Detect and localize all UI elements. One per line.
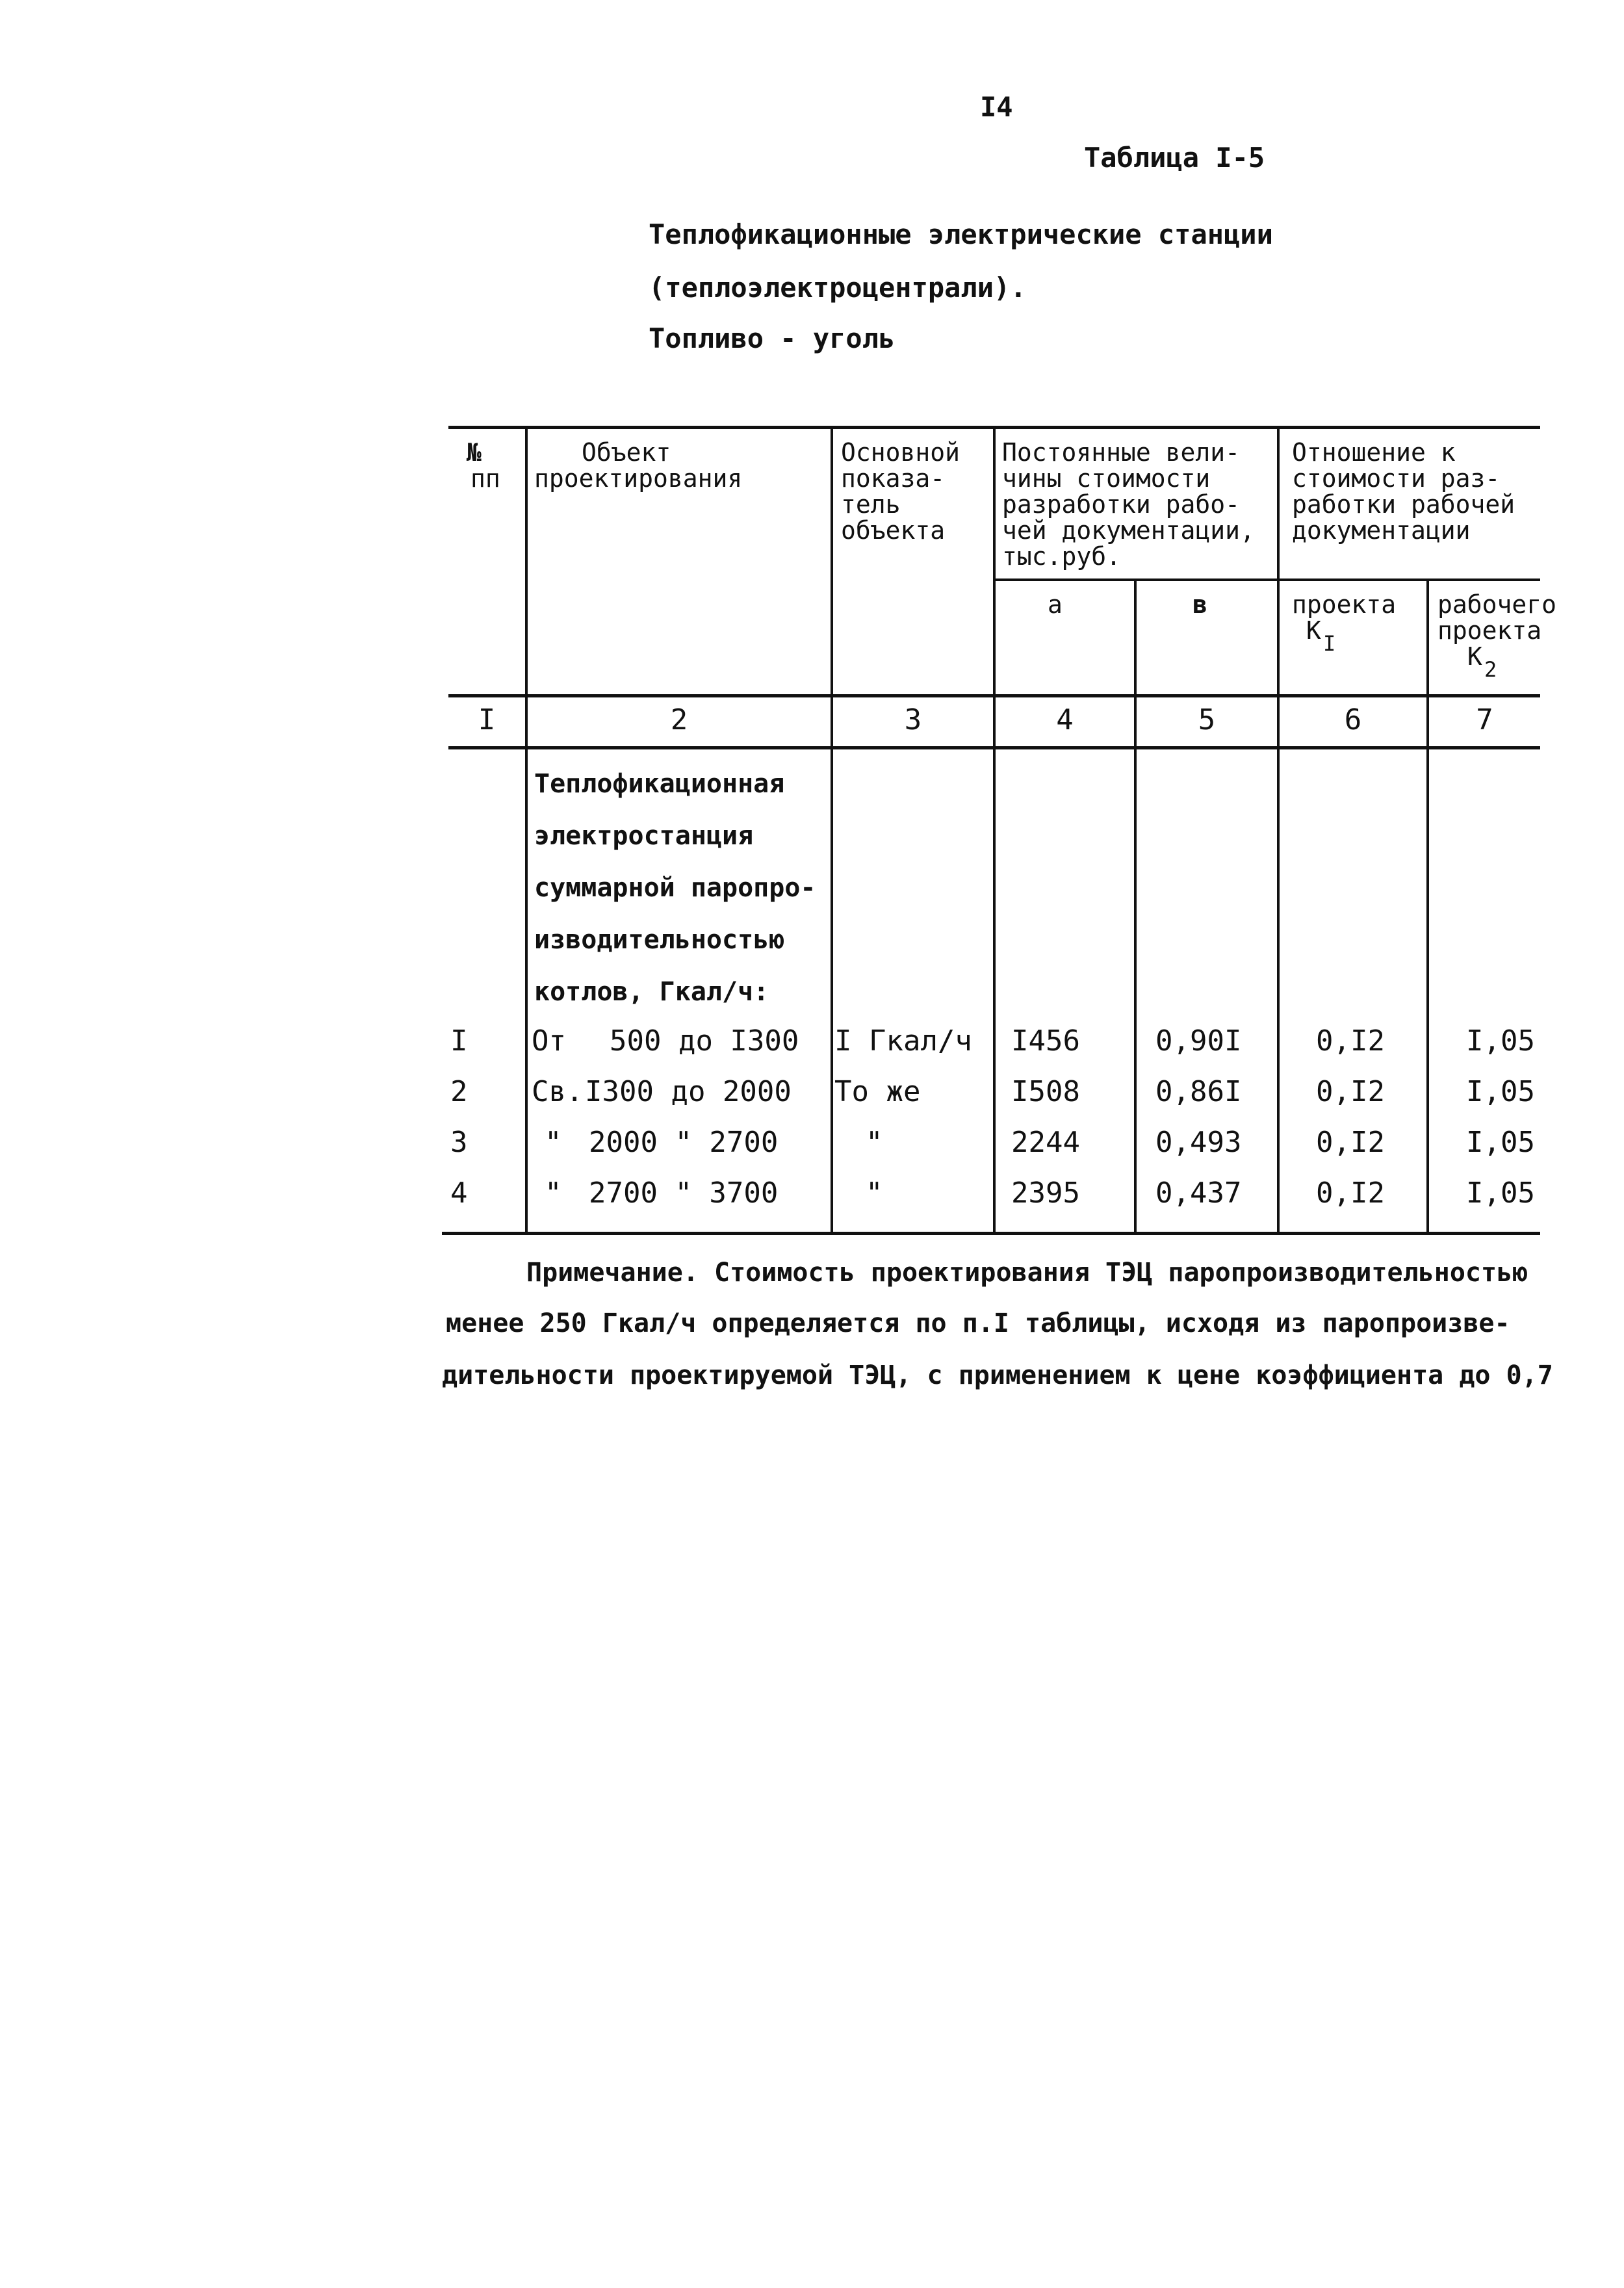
header-working-label: рабочего — [1437, 590, 1557, 619]
row-2-k1: 0,I2 — [1316, 1075, 1385, 1108]
row-1-indicator: I Гкал/ч — [834, 1024, 972, 1058]
note-line-2: менее 250 Гкал/ч определяется по п.I таблицы, исходя из паропроизве- — [446, 1308, 1510, 1338]
col-divider-4 — [1134, 578, 1137, 1235]
row-4-b: 0,437 — [1155, 1176, 1242, 1210]
header-col-b: в — [1192, 590, 1207, 619]
note-line-3: дительности проектируемой ТЭЦ, с применением к цене коэффициента до 0,7 — [442, 1360, 1553, 1390]
header-const-5: тыс.руб. — [1002, 542, 1122, 571]
header-indicator-4: объекта — [841, 516, 946, 545]
col-divider-6 — [1426, 578, 1429, 1235]
table-title-line-3: Топливо - уголь — [649, 322, 896, 354]
section-line-5: котлов, Гкал/ч: — [534, 977, 769, 1007]
header-k-symbol: K — [1306, 616, 1321, 645]
header-k-subscript: I — [1323, 631, 1336, 656]
section-line-2: электростанция — [534, 821, 754, 851]
page-number: I4 — [980, 91, 1013, 123]
header-project-label: проекта — [1292, 590, 1397, 619]
row-4-k2: I,05 — [1466, 1176, 1535, 1210]
header-num-symbol: № — [467, 438, 482, 467]
col-divider-2 — [831, 426, 833, 1235]
header-indicator-1: Основной — [841, 438, 960, 467]
header-ratio-4: документации — [1292, 516, 1471, 545]
row-1-range: 500 до I300 — [610, 1024, 799, 1058]
row-1-num: I — [450, 1024, 468, 1058]
row-3-k2: I,05 — [1466, 1126, 1535, 1159]
colnum-1: I — [478, 703, 496, 736]
colnum-6: 6 — [1344, 703, 1362, 736]
row-2-prefix: Св. — [532, 1075, 584, 1108]
header-object-2: проектирования — [534, 464, 743, 493]
row-1-a: I456 — [1011, 1024, 1080, 1058]
colnum-2: 2 — [670, 703, 688, 736]
row-1-prefix: От — [532, 1024, 566, 1058]
section-line-4: изводительностью — [534, 925, 785, 955]
row-3-num: 3 — [450, 1126, 468, 1159]
row-2-k2: I,05 — [1466, 1075, 1535, 1108]
header-sub-rule — [994, 578, 1540, 581]
row-2-a: I508 — [1011, 1075, 1080, 1108]
header-const-2: чины стоимости — [1002, 464, 1211, 493]
row-2-indicator: То же — [834, 1075, 921, 1108]
row-3-k1: 0,I2 — [1316, 1126, 1385, 1159]
colnum-5: 5 — [1198, 703, 1216, 736]
header-ratio-2: стоимости раз- — [1292, 464, 1501, 493]
table-label: Таблица I-5 — [1084, 142, 1265, 174]
section-line-3: суммарной паропро- — [534, 873, 816, 903]
row-4-num: 4 — [450, 1176, 468, 1210]
header-indicator-2: показа- — [841, 464, 946, 493]
row-4-a: 2395 — [1011, 1176, 1080, 1210]
row-3-indicator: " — [866, 1126, 883, 1159]
row-4-k1: 0,I2 — [1316, 1176, 1385, 1210]
row-4-range: 2700 " 3700 — [589, 1176, 779, 1210]
header-project2-label: проекта — [1437, 616, 1542, 645]
colnum-4: 4 — [1056, 703, 1074, 736]
table-title-line-2: (теплоэлектроцентрали). — [649, 272, 1027, 304]
row-3-prefix: " — [545, 1126, 562, 1159]
row-2-range: I300 до 2000 — [585, 1075, 792, 1108]
header-k2-symbol: K — [1467, 642, 1482, 671]
header-col-a: а — [1048, 590, 1063, 619]
header-indicator-3: тель — [841, 490, 901, 519]
header-const-4: чей документации, — [1002, 516, 1255, 545]
colnum-7: 7 — [1476, 703, 1493, 736]
row-2-num: 2 — [450, 1075, 468, 1108]
header-ratio-3: работки рабочей — [1292, 490, 1515, 519]
row-2-b: 0,86I — [1155, 1075, 1242, 1108]
row-3-a: 2244 — [1011, 1126, 1080, 1159]
row-4-prefix: " — [545, 1176, 562, 1210]
row-4-indicator: " — [866, 1176, 883, 1210]
row-1-k1: 0,I2 — [1316, 1024, 1385, 1058]
row-1-k2: I,05 — [1466, 1024, 1535, 1058]
row-3-b: 0,493 — [1155, 1126, 1242, 1159]
col-divider-3 — [993, 426, 996, 1235]
col-divider-5 — [1277, 426, 1280, 1235]
header-object-1: Объект — [582, 438, 671, 467]
note-line-1: Примечание. Стоимость проектирования ТЭЦ паропроизводительностью — [526, 1258, 1528, 1288]
section-line-1: Теплофикационная — [534, 769, 785, 799]
row-1-b: 0,90I — [1155, 1024, 1242, 1058]
col-divider-1 — [525, 426, 528, 1235]
table-title-line-1: Теплофикационные электрические станции — [649, 218, 1273, 250]
colnum-3: 3 — [904, 703, 922, 736]
table-bottom-rule — [442, 1232, 1540, 1235]
header-const-1: Постоянные вели- — [1002, 438, 1241, 467]
header-k2-subscript: 2 — [1484, 657, 1497, 682]
header-ratio-1: Отношение к — [1292, 438, 1456, 467]
header-num-pp: пп — [470, 464, 500, 493]
row-3-range: 2000 " 2700 — [589, 1126, 779, 1159]
header-const-3: разработки рабо- — [1002, 490, 1241, 519]
